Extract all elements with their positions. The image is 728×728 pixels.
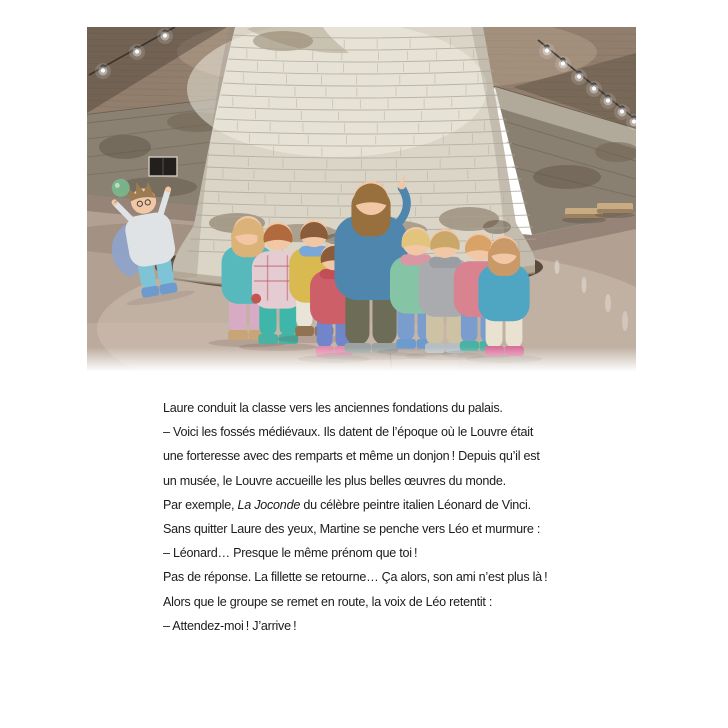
- spotlight: [600, 93, 616, 109]
- spotlight: [539, 43, 555, 59]
- story-line: – Léonard… Presque le même prénom que toi !: [163, 546, 418, 561]
- louvre-scene-svg: [87, 27, 636, 375]
- story-line: – Voici les fossés médiévaux. Ils datent de l’époque où le Louvre était: [163, 425, 534, 440]
- story-line: un musée, le Louvre accueille les plus belles œuvres du monde.: [163, 473, 506, 488]
- spotlight: [95, 63, 111, 79]
- story-line: Pas de réponse. La fillette se retourne… Ça alors, son ami n’est plus là !: [163, 570, 548, 585]
- story-line: Sans quitter Laure des yeux, Martine se penche vers Léo et murmure :: [163, 522, 541, 537]
- story-line: – Attendez-moi ! J’arrive !: [163, 618, 297, 633]
- spotlight: [571, 69, 587, 85]
- story-line: une forteresse avec des remparts et même un donjon ! Depuis qu’il est: [163, 449, 540, 464]
- spotlight: [555, 56, 571, 72]
- story-line: Alors que le groupe se remet en route, la voix de Léo retentit :: [163, 594, 493, 609]
- spotlight: [129, 44, 145, 60]
- story-line: Par exemple, La Joconde du célèbre peintre italien Léonard de Vinci.: [163, 497, 531, 512]
- spotlight: [157, 28, 173, 44]
- story-text: [163, 396, 603, 638]
- spotlight: [586, 81, 602, 97]
- story-line: Laure conduit la classe vers les anciennes fondations du palais.: [163, 401, 503, 415]
- louvre-illustration: [87, 27, 636, 375]
